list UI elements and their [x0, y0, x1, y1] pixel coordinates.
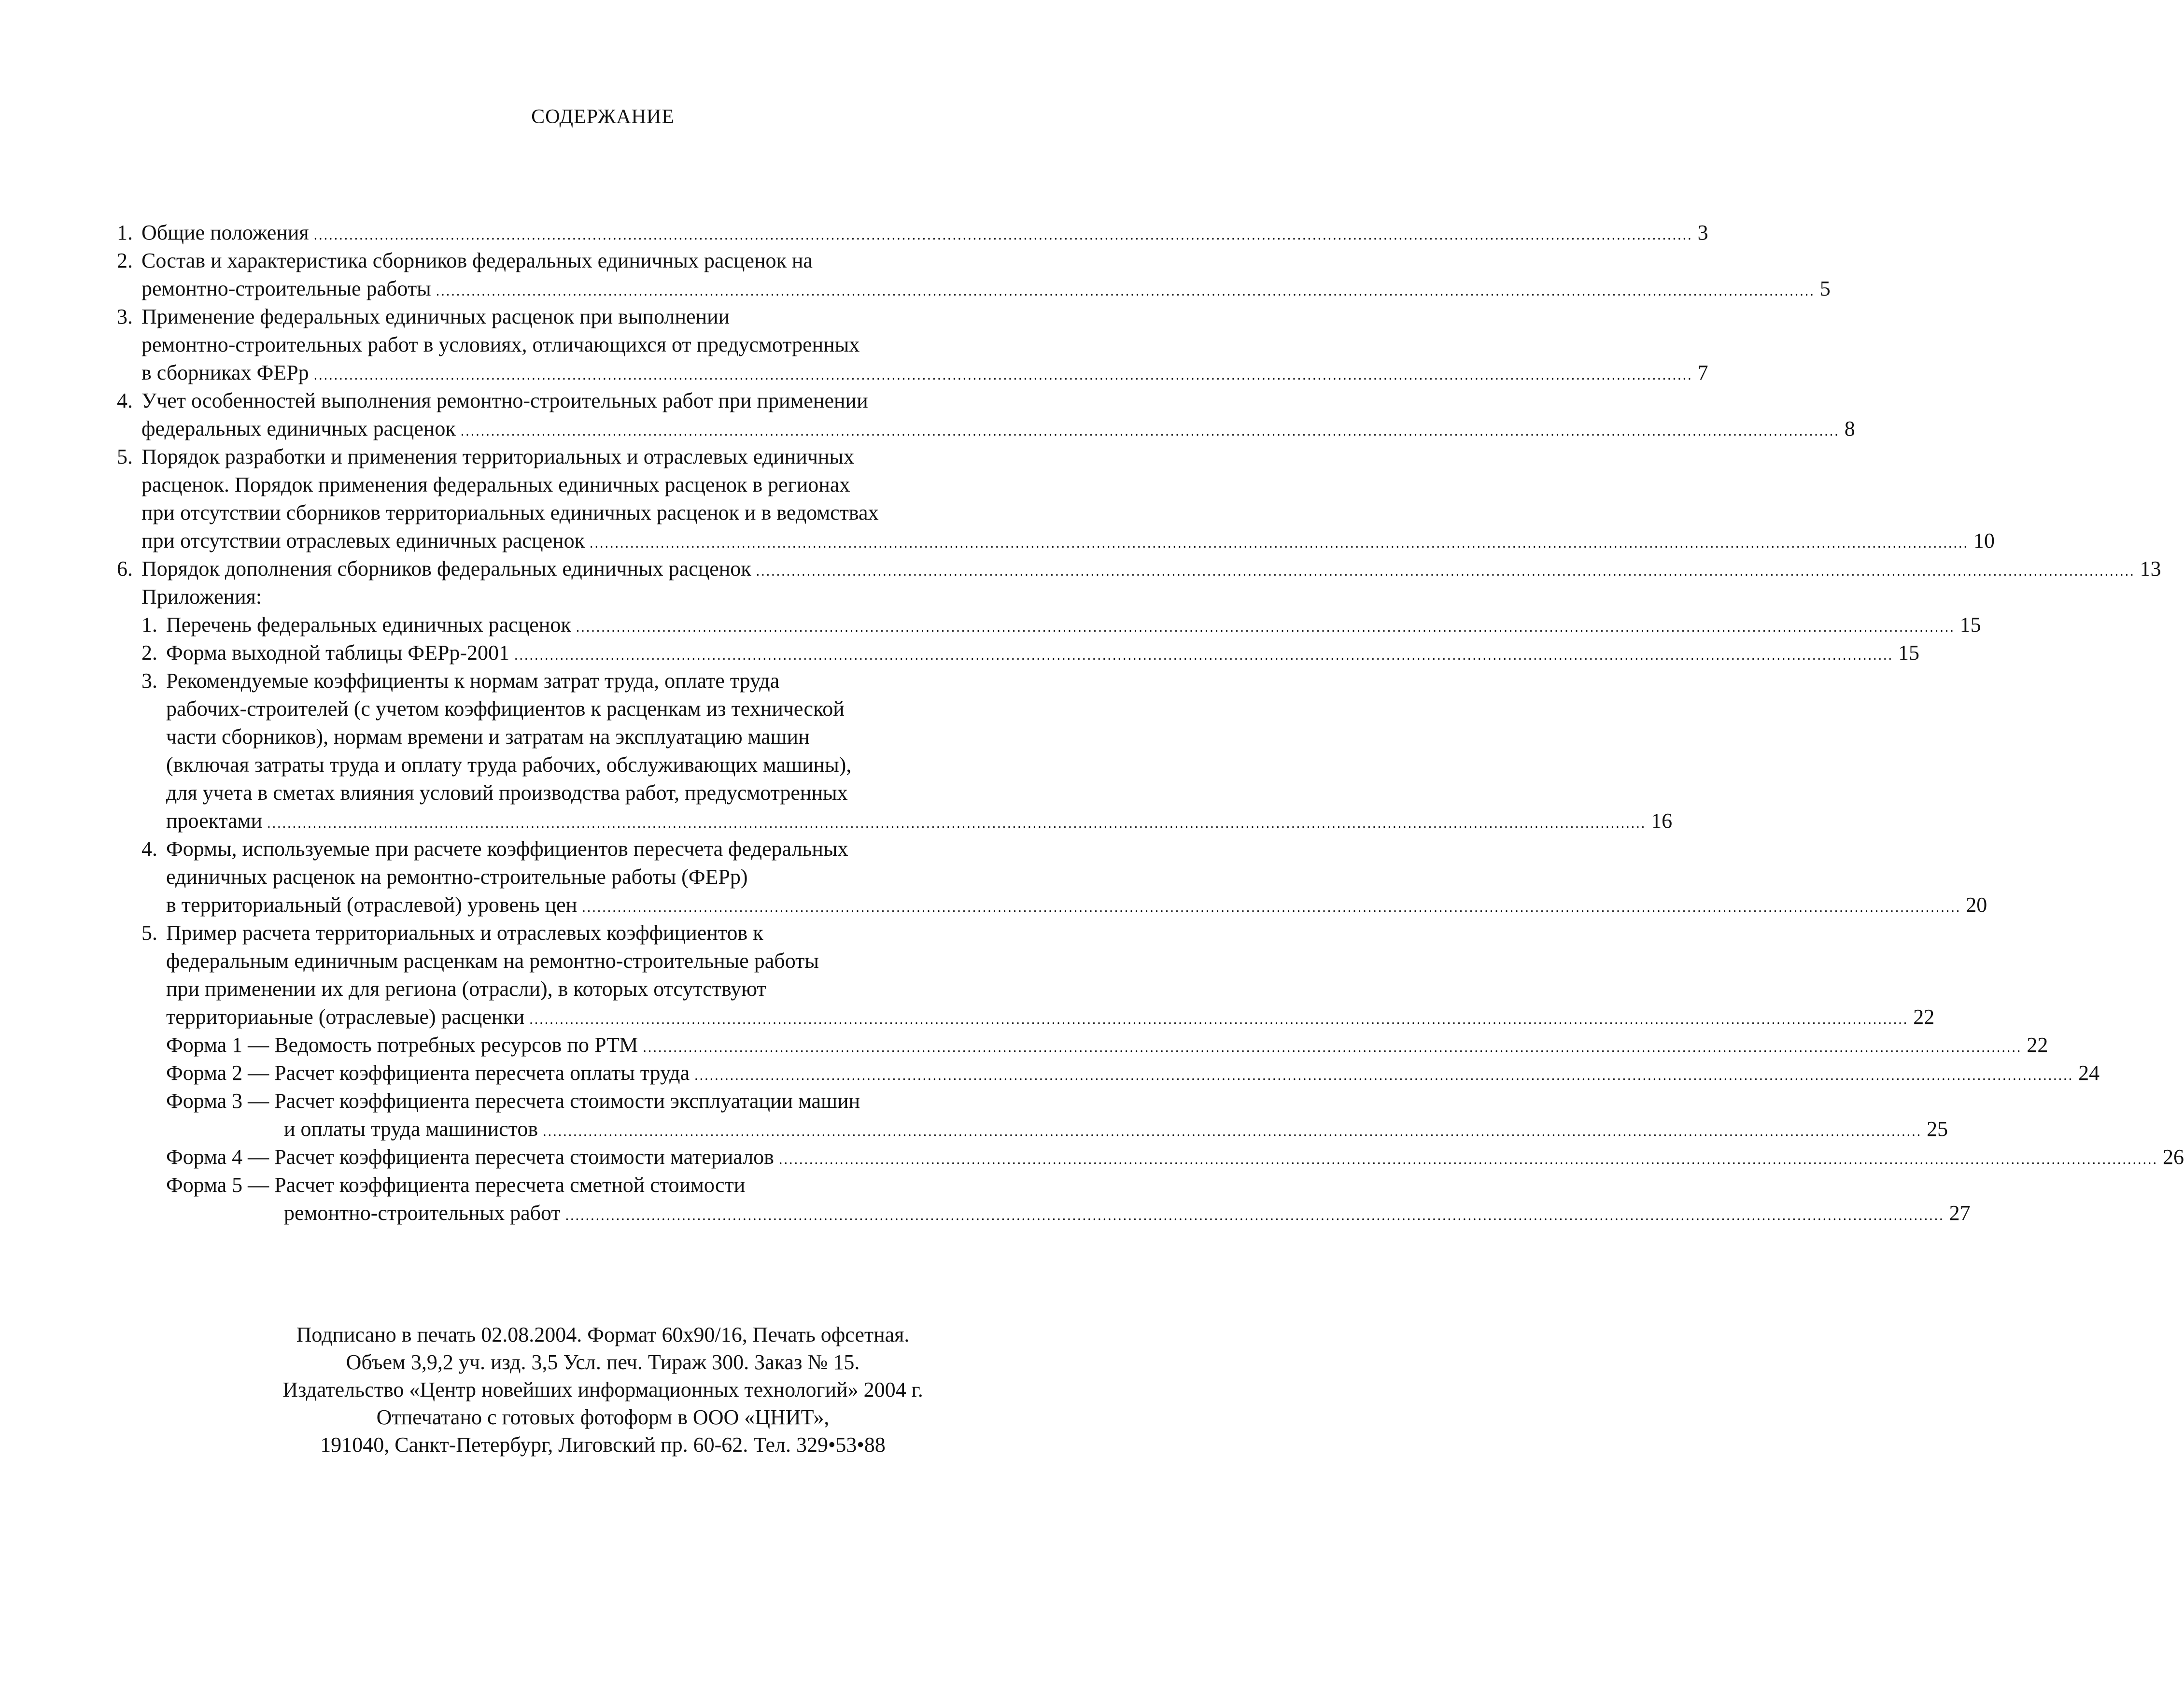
toc-entry-text: Форма выходной таблицы ФЕРр-2001 — [166, 641, 510, 665]
appendix-entry-5-line: федеральным единичным расценкам на ремонтно-строительные работы — [166, 949, 819, 973]
appendix-entry-5-line: Пример расчета территориальных и отраслевых коэффициентов к — [166, 921, 763, 945]
dot-leader: ................................................................................................................................................................................................................................................................................ — [756, 563, 2135, 579]
appendix-entry-5[interactable] — [166, 1003, 1935, 1031]
toc-entry-3[interactable] — [141, 359, 1708, 387]
toc-entry-1[interactable] — [141, 219, 1708, 247]
appendix-entry-3-line: рабочих-строителей (с учетом коэффициентов к расценкам из технической — [166, 697, 845, 721]
toc-number-2: 2. — [117, 249, 133, 272]
toc-entry-2-line: Состав и характеристика сборников федеральных единичных расценок на — [141, 249, 813, 272]
imprint-line: 191040, Санкт-Петербург, Лиговский пр. 60-62. Тел. 329•53•88 — [320, 1433, 886, 1457]
toc-entry-text: в территориальный (отраслевой) уровень цен — [166, 893, 578, 917]
toc-entry-text: Перечень федеральных единичных расценок — [166, 613, 571, 637]
toc-page-number: 10 — [1973, 529, 1995, 552]
toc-entry-text: Форма 1 — Ведомость потребных ресурсов по РТМ — [166, 1033, 638, 1057]
appendix-entry-3-line: (включая затраты труда и оплату труда рабочих, обслуживающих машины), — [166, 753, 852, 777]
toc-entry-text: при отсутствии отраслевых единичных расценок — [141, 529, 585, 552]
imprint-line: Издательство «Центр новейших информационных технологий» 2004 г. — [282, 1378, 923, 1402]
toc-number-3: 3. — [117, 305, 133, 328]
appendix-number-5: 5. — [141, 921, 157, 945]
toc-entry-3-line: ремонтно-строительных работ в условиях, отличающихся от предусмотренных — [141, 333, 860, 356]
form-entry-2[interactable] — [166, 1059, 2100, 1087]
appendix-entry-4-line: Формы, используемые при расчете коэффициентов пересчета федеральных — [166, 837, 848, 861]
toc-page-number: 26 — [2162, 1145, 2184, 1169]
imprint-block — [0, 1321, 1206, 1458]
dot-leader: ................................................................................................................................................................................................................................................................................ — [778, 1151, 2158, 1167]
toc-page-number: 7 — [1697, 361, 1708, 384]
appendix-entry-3-line: для учета в сметах влияния условий производства работ, предусмотренных — [166, 781, 848, 805]
toc-page-number: 3 — [1697, 221, 1708, 244]
appendix-entry-1[interactable] — [166, 611, 1981, 639]
toc-entry-text: федеральных единичных расценок — [141, 417, 456, 440]
toc-page-number: 8 — [1844, 417, 1855, 440]
toc-entry-text: Форма 2 — Расчет коэффициента пересчета оплаты труда — [166, 1061, 690, 1085]
dot-leader: ................................................................................................................................................................................................................................................................................ — [543, 1123, 1922, 1139]
appendix-entry-4[interactable] — [166, 891, 1987, 919]
dot-leader: ................................................................................................................................................................................................................................................................................ — [529, 1011, 1909, 1027]
toc-entry-5[interactable] — [141, 527, 1995, 555]
appendices-label: Приложения: — [141, 585, 262, 609]
appendix-entry-3-line: Рекомендуемые коэффициенты к нормам затрат труда, оплате труда — [166, 669, 780, 693]
dot-leader: ................................................................................................................................................................................................................................................................................ — [576, 619, 1955, 635]
form-entry-5-line: Форма 5 — Расчет коэффициента пересчета сметной стоимости — [166, 1173, 746, 1197]
toc-page-number: 22 — [1913, 1005, 1935, 1029]
toc-entry-text: ремонтно-строительных работ — [284, 1201, 561, 1225]
toc-number-6: 6. — [117, 557, 133, 580]
appendix-number-1: 1. — [141, 613, 157, 637]
appendix-entry-4-line: единичных расценок на ремонтно-строительные работы (ФЕРр) — [166, 865, 748, 889]
toc-entry-text: проектами — [166, 809, 263, 833]
form-entry-1[interactable] — [166, 1031, 2048, 1059]
toc-entry-text: и оплаты труда машинистов — [284, 1117, 538, 1141]
toc-page-number: 15 — [1959, 613, 1981, 637]
toc-entry-5-line: Порядок разработки и применения территориальных и отраслевых единичных — [141, 445, 854, 468]
form-entry-3[interactable] — [284, 1115, 1948, 1143]
dot-leader: ................................................................................................................................................................................................................................................................................ — [694, 1067, 2074, 1083]
toc-entry-text: территориаьные (отраслевые) расценки — [166, 1005, 525, 1029]
toc-entry-4[interactable] — [141, 415, 1855, 443]
appendix-entry-5-line: при применении их для региона (отрасли), в которых отсутствуют — [166, 977, 766, 1001]
toc-entry-text: в сборниках ФЕРр — [141, 361, 309, 384]
form-entry-5[interactable] — [284, 1199, 1971, 1227]
dot-leader: ................................................................................................................................................................................................................................................................................ — [313, 367, 1693, 383]
dot-leader: ................................................................................................................................................................................................................................................................................ — [643, 1039, 2022, 1055]
dot-leader: ................................................................................................................................................................................................................................................................................ — [582, 899, 1961, 915]
toc-page-number: 16 — [1651, 809, 1673, 833]
toc-entry-3-line: Применение федеральных единичных расценок при выполнении — [141, 305, 730, 328]
toc-page-number: 27 — [1949, 1201, 1971, 1225]
dot-leader: ................................................................................................................................................................................................................................................................................ — [460, 423, 1840, 439]
toc-page-number: 25 — [1927, 1117, 1948, 1141]
toc-entry-text: Форма 4 — Расчет коэффициента пересчета стоимости материалов — [166, 1145, 774, 1169]
toc-page-number: 15 — [1898, 641, 1920, 665]
dot-leader: ................................................................................................................................................................................................................................................................................ — [313, 227, 1693, 243]
appendix-number-3: 3. — [141, 669, 157, 693]
imprint-line: Подписано в печать 02.08.2004. Формат 60х90/16, Печать офсетная. — [296, 1323, 910, 1346]
toc-page-number: 13 — [2140, 557, 2161, 580]
toc-number-5: 5. — [117, 445, 133, 468]
toc-entry-text: Общие положения — [141, 221, 309, 244]
page-title: СОДЕРЖАНИЕ — [531, 106, 675, 128]
toc-number-4: 4. — [117, 389, 133, 412]
imprint-line: Объем 3,9,2 уч. изд. 3,5 Усл. печ. Тираж 300. Заказ № 15. — [346, 1350, 860, 1374]
toc-page-number: 5 — [1819, 277, 1831, 300]
toc-entry-2[interactable] — [141, 275, 1831, 303]
dot-leader: ................................................................................................................................................................................................................................................................................ — [436, 283, 1815, 299]
toc-entry-5-line: расценок. Порядок применения федеральных единичных расценок в регионах — [141, 473, 850, 496]
dot-leader: ................................................................................................................................................................................................................................................................................ — [267, 815, 1647, 831]
toc-entry-4-line: Учет особенностей выполнения ремонтно-строительных работ при применении — [141, 389, 868, 412]
toc-page-number: 24 — [2078, 1061, 2100, 1085]
toc-entry-5-line: при отсутствии сборников территориальных единичных расценок и в ведомствах — [141, 501, 879, 524]
dot-leader: ................................................................................................................................................................................................................................................................................ — [589, 535, 1969, 551]
appendix-entry-2[interactable] — [166, 639, 1920, 667]
form-entry-4[interactable] — [166, 1143, 2184, 1171]
form-entry-3-line: Форма 3 — Расчет коэффициента пересчета стоимости эксплуатации машин — [166, 1089, 860, 1113]
appendix-entry-3-line: части сборников), нормам времени и затратам на эксплуатацию машин — [166, 725, 810, 749]
appendix-number-4: 4. — [141, 837, 157, 861]
dot-leader: ................................................................................................................................................................................................................................................................................ — [514, 647, 1894, 663]
toc-number-1: 1. — [117, 221, 133, 244]
appendix-entry-3[interactable] — [166, 807, 1673, 835]
imprint-line: Отпечатано с готовых фотоформ в ООО «ЦНИТ», — [376, 1405, 830, 1429]
toc-page-number: 22 — [2027, 1033, 2048, 1057]
toc-entry-6[interactable] — [141, 555, 2161, 583]
toc-entry-text: ремонтно-строительные работы — [141, 277, 431, 300]
dot-leader: ................................................................................................................................................................................................................................................................................ — [565, 1207, 1944, 1223]
toc-page-number: 20 — [1966, 893, 1987, 917]
toc-entry-text: Порядок дополнения сборников федеральных единичных расценок — [141, 557, 751, 580]
appendix-number-2: 2. — [141, 641, 157, 665]
